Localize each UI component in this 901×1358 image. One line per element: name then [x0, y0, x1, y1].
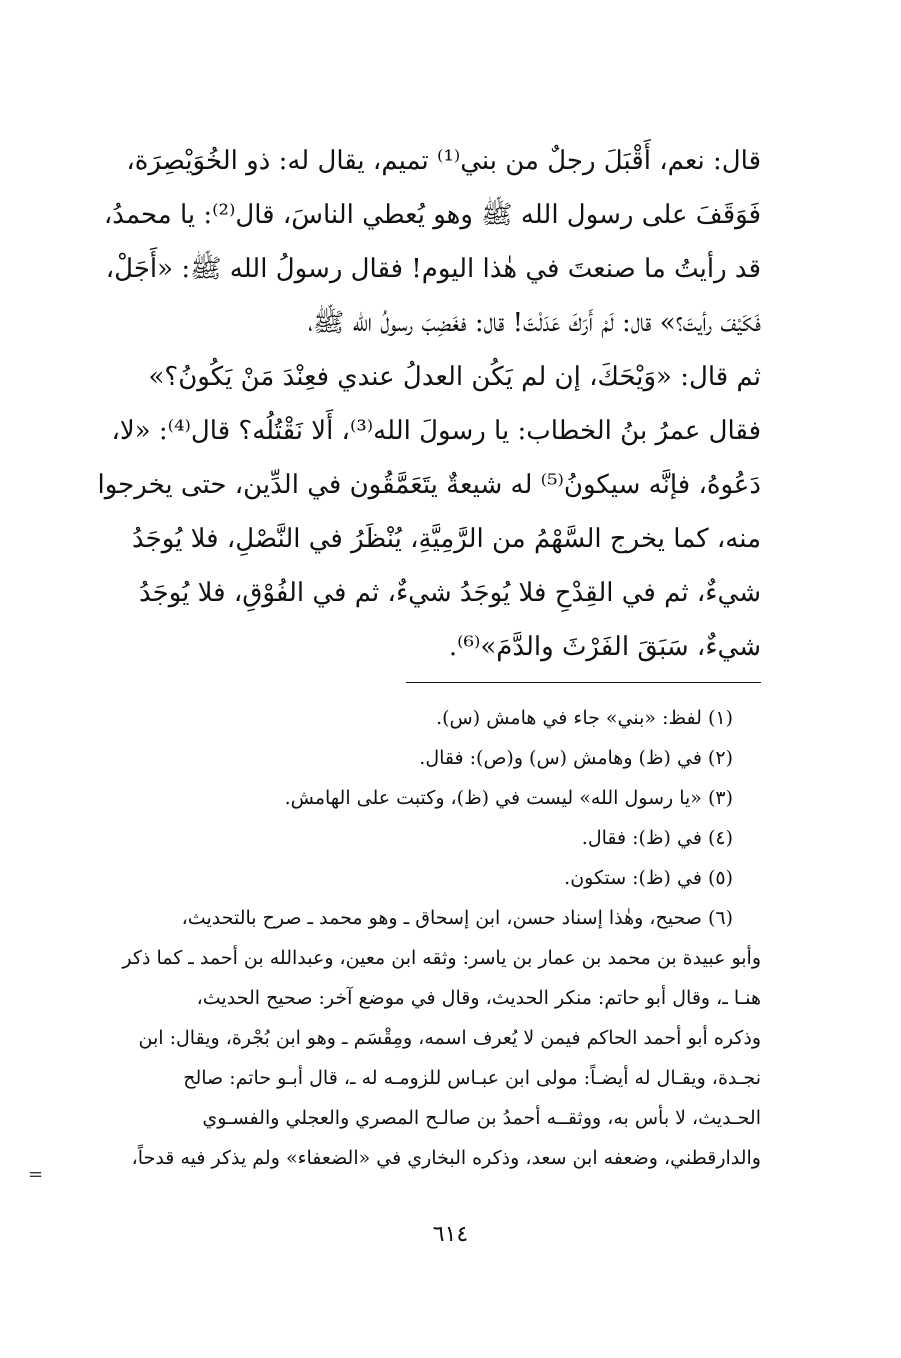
- footnote-5: (٥) في (ظ): ستكون.: [564, 867, 733, 889]
- main-text-line: قد رأيتُ ما صنعتَ في هٰذا اليوم! فقال رسولُ الله ﷺ: «أَجَلْ،: [105, 254, 761, 284]
- main-text-line: شيءٌ، سَبَقَ الفَرْثَ والدَّمَ»⁽⁶⁾.: [448, 632, 761, 662]
- main-text-line: منه، كما يخرج السَّهْمُ من الرَّمِيَّةِ، يُنْظَرُ في النَّصْلِ، فلا يُوجَدُ: [132, 524, 761, 554]
- footnote-separator-rule: [406, 682, 761, 683]
- main-text-line: فَوَقَفَ على رسول الله ﷺ وهو يُعطي الناسَ، قال⁽²⁾: يا محمدُ،: [103, 200, 761, 230]
- main-text-line: ثم قال: «وَيْحَكَ، إن لم يَكُن العدلُ عندي فعِنْدَ مَنْ يَكُونُ؟»: [148, 362, 761, 392]
- main-text-block: [97, 134, 761, 674]
- main-text-line: دَعُوهُ، فإنَّه سيكونُ⁽⁵⁾ له شيعةٌ يتَعَمَّقُون في الدِّين، حتى يخرجوا: [97, 470, 761, 500]
- footnote-4: (٤) في (ظ): فقال.: [581, 827, 733, 849]
- footnote-6-line: وأبو عبيدة بن محمد بن عمار بن ياسر: وثقه ابن معين، وعبدالله بن أحمد ـ كما ذكر: [122, 947, 761, 969]
- footnote-2: (٢) في (ظ) وهامش (س) و(ص): فقال.: [419, 747, 733, 769]
- footnote-6-line: نجـدة، ويقـال له أيضـاً: مولى ابن عبـاس للزومـه له ـ، قال أبـو حاتم: صالح: [183, 1067, 761, 1089]
- continuation-mark: =: [28, 1164, 44, 1185]
- footnote-6-line: هنـا ـ، وقال أبو حاتم: منكر الحديث، وقال في موضع آخر: صحيح الحديث،: [196, 987, 761, 1009]
- footnote-6-line: وذكره أبو أحمد الحاكم فيمن لا يُعرف اسمه، ومِقْسَم ـ وهو ابن بُجْرة، ويقال: ابن: [138, 1027, 761, 1049]
- footnote-6-line: الحـديث، لا بأس به، ووثقــه أحمدُ بن صالـح المصري والعجلي والفسـوي: [202, 1107, 761, 1129]
- page-number: ٦١٤: [432, 1222, 469, 1247]
- footnotes-block: [122, 698, 761, 1178]
- footnote-6-line: (٦) صحيح، وهٰذا إسناد حسن، ابن إسحاق ـ وهو محمد ـ صرح بالتحديث،: [181, 907, 733, 929]
- main-text-line: قال: نعم، أَقْبَلَ رجلٌ من بني⁽¹⁾ تميم، يقال له: ذو الخُوَيْصِرَة،: [126, 146, 761, 176]
- footnote-3: (٣) «يا رسول الله» ليست في (ظ)، وكتبت على الهامش.: [284, 787, 733, 809]
- main-text-line: شيءٌ، ثم في القِدْحِ فلا يُوجَدُ شيءٌ، ثم في الفُوْقِ، فلا يُوجَدُ: [138, 578, 761, 608]
- footnote-1: (١) لفظ: «بني» جاء في هامش (س).: [436, 707, 733, 729]
- main-text-line: فقال عمرُ بنُ الخطاب: يا رسولَ الله⁽³⁾، أَلا نَقْتُلُه؟ قال⁽⁴⁾: «لا،: [111, 416, 761, 446]
- footnote-6-line: والدارقطني، وضعفه ابن سعد، وذكره البخاري في «الضعفاء» ولم يذكر فيه قدحاً،: [131, 1147, 761, 1169]
- main-text-line: فَكَيْفَ رأيتَ؟» قال: لَمْ أَرَكَ عَدَلْتَ! قال: فغَضِبَ رسولُ الله ﷺ،: [307, 308, 761, 338]
